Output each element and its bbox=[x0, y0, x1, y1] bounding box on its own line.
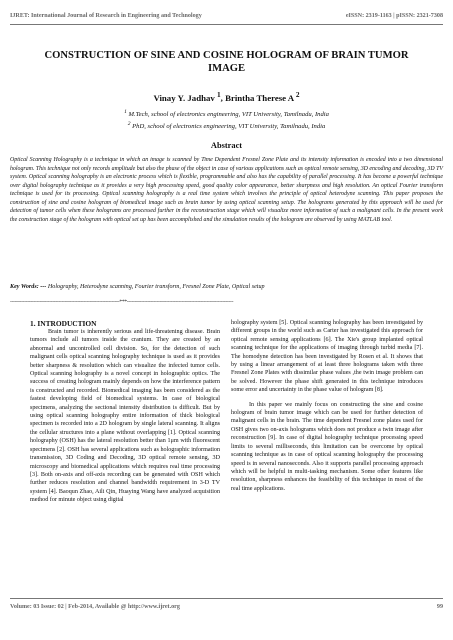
keywords-label: Key Words: --- bbox=[10, 284, 47, 290]
footer-rule bbox=[10, 598, 443, 599]
affiliations bbox=[0, 108, 453, 132]
running-header bbox=[10, 13, 443, 19]
author-2-affil-mark: 2 bbox=[295, 90, 300, 99]
left-column bbox=[30, 328, 220, 511]
affiliation-2 bbox=[0, 120, 453, 132]
paragraph: holography system [5]. Optical scanning holography has been investigated by different groups in the world such as Carter has investigated this approach for optical remote sensing applications [6]. The Xie's group implanted optical scanning technique for the applications of imaging through turbid media [7]. The homodyne detection has been investigated by Rosen et al. It shows that by using a linear arrangement of at least three holograms taken with three Fresnel Zone Plates with dissimilar phase values ,the twin image problem can be solved. However the phase shift generated in this technique introduces some error and uncertainty in the phase value of hologram [8]. bbox=[231, 320, 423, 394]
header-rule bbox=[10, 24, 443, 25]
affil-1-text: M.Tech, school of electronics engineering, VIT University, Tamilnadu, India bbox=[126, 111, 329, 119]
paragraph: In this paper we mainly focus on constructing the sine and cosine hologram of brain tumor image which can be used for further detection of malignant cells in the brain. The time dependent Fresnel zone plates used for OSH gives two on-axis holograms which does not produce a twin image after reconstruction [9]. In case of digital holography technique processing speed limits to several milliseconds, this limitation can be overcome by optical scanning technique as in case of optical scanning holography the processing speed is in several nanoseconds. Also it supports parallel processing approach which will be helpful in multi-tasking mechanism. Some other features like resolution, sharpness enhances the feasibility of this technique in most of the real time applications. bbox=[231, 401, 423, 492]
keywords bbox=[10, 284, 443, 290]
author-line bbox=[0, 90, 453, 103]
affiliation-1 bbox=[0, 108, 453, 120]
keywords-text: Holography, Heterodyne scanning, Fourier transform, Fresnel Zone Plate, Optical setup bbox=[46, 284, 265, 290]
journal-name: IJRET: International Journal of Research in Engineering and Technology bbox=[10, 13, 202, 19]
abstract-body: Optical Scanning Holography is a technique in which an image is scanned by Time Dependent Fresnel Zone Plate and its intensity information is encoded into a two dimensional hologram. This technique not only records amplitude but also the phase of the object in case of various applications such as optical remote sensing, 3D encoding and decoding, 3D TV system. Optical scanning holography is an electronic process which is flexible, programmable and also has the capability of parallel processing. It has become a powerful technique over digital holography technique as it provides a very high processing speed, good quality color appearance, better sharpness and high resolution. An optical Fourier transform technique is used for its processing. Optical scanning holography is a real time system which involves the principle of optical heterodyne scanning. This paper proposes the construction of sine and cosine hologram of biomedical image such as brain tumor by using optical scanning setup. The holograms generated by this approach will be used for detection of tumor cells when these holograms are processed further in the reconstruction stage which will visualize more information of such a malignant cells. In the present work the construction stage of the hologram with optical set up has been accomplished and the simulation results of the hologram are observed by using MATLAB tool. bbox=[10, 157, 443, 223]
affil-2-text: PhD, school of electronics engineering, VIT University, Tamilnadu, India bbox=[130, 122, 326, 130]
issn: eISSN: 2319-1163 | pISSN: 2321-7308 bbox=[345, 13, 443, 19]
abstract-heading: Abstract bbox=[210, 141, 243, 150]
paper-title: CONSTRUCTION OF SINE AND COSINE HOLOGRAM OF BRAIN TUMOR IMAGE bbox=[44, 50, 409, 74]
page-number: 99 bbox=[436, 604, 443, 610]
affil-1-mark: 1 bbox=[124, 109, 127, 115]
section-heading-introduction: 1. INTRODUCTION bbox=[30, 319, 97, 328]
section-separator: ----------------------------------------------------------------------***-------------------------------------------------------------------- bbox=[10, 299, 234, 305]
author-1-affil-mark: 1 bbox=[217, 90, 221, 99]
right-column bbox=[231, 319, 423, 499]
paragraph: Brain tumor is inherently serious and life-threatening disease. Brain tumors include all tumors inside the cranium. They are created by an abnormal and uncontrolled cell division. So, for the detection of such malignant cells optical scanning holography technique is used as it provides better sharpness & resolution which can visualize the infected tumor cells. Optical scanning holography is a novel concept in holographic optics. The success of creating hologram mainly depends on how the interference pattern is constructed and recorded. Biomedical imaging has been considered as the fastest developing field of biomedical systems. In case of biological specimens, analyzing the sectional intensity distribution is difficult. But by using optical scanning holography entire information of thick biological specimen is recorded into a 2D hologram by single lateral scanning. It aligns the cellular structures into a plane without overlapping [1]. Optical scanning holography (OSH) has the lateral resolution better than 1μm with fluorescent specimens [2]. OSH has several applications such as holographic information transmission, 3D Coding and Decoding, 3D optical remote sensing, 3D microscopy and biomedical applications which requires real time processing [3]. Both on-axis and off-axis recording can be generated with OSH which further reduces resolution and channel bandwidth requirement in 3-D TV system [4]. Baoqun Zhao, Aili Qin, Huaying Wang have analyzed acquisition method for minute object using digital bbox=[30, 329, 220, 504]
affil-2-mark: 2 bbox=[127, 120, 131, 127]
author-2: , Brintha Therese A bbox=[220, 92, 294, 103]
volume-info: Volume: 03 Issue: 02 | Feb-2014, Available @ http://www.ijret.org bbox=[10, 604, 180, 610]
author-1: Vinay Y. Jadhav bbox=[153, 92, 215, 103]
running-footer bbox=[10, 604, 443, 610]
